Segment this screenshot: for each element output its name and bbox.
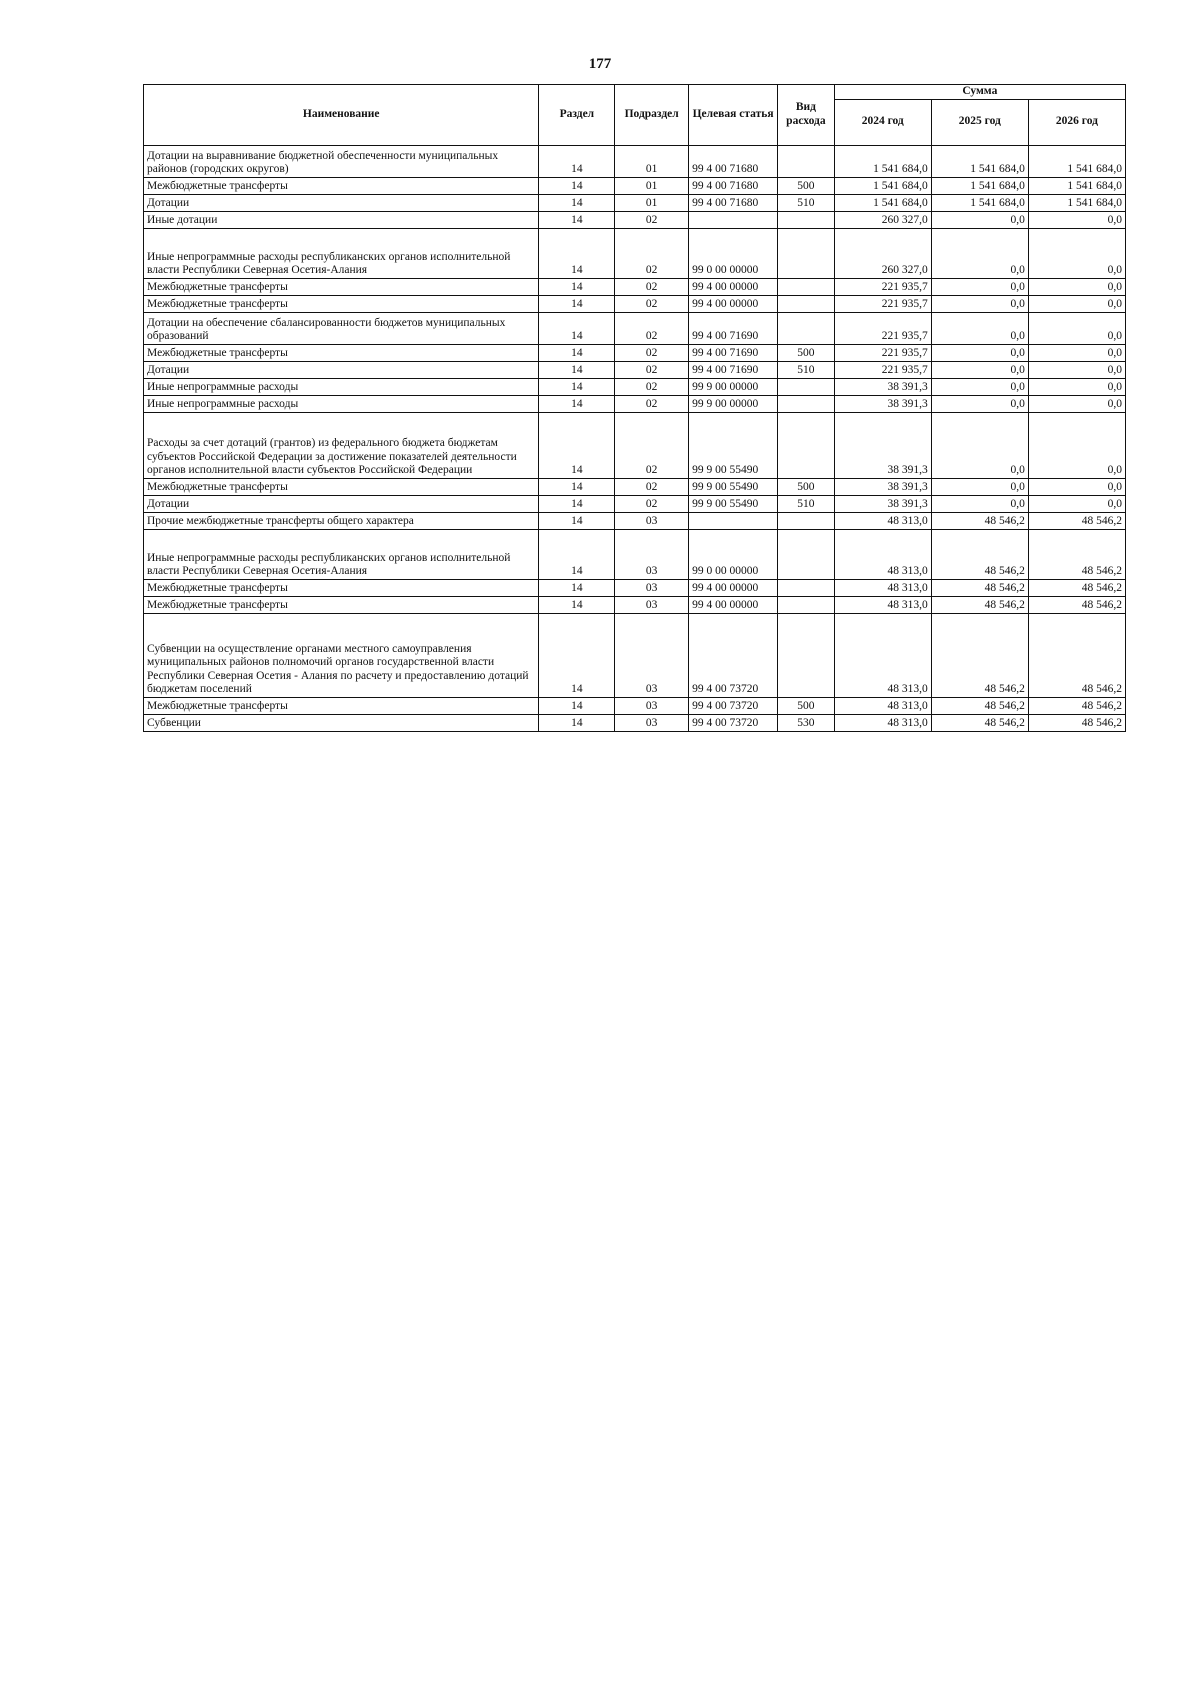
- row-section: 14: [539, 177, 615, 194]
- row-value-2025: 0,0: [931, 278, 1028, 295]
- row-expense-type: [778, 278, 835, 295]
- row-value-2024: 221 935,7: [834, 278, 931, 295]
- row-subsection: 02: [615, 412, 689, 478]
- row-target-article: 99 9 00 55490: [689, 495, 778, 512]
- row-value-2026: 0,0: [1028, 395, 1125, 412]
- row-subsection: 03: [615, 596, 689, 613]
- row-value-2025: 0,0: [931, 344, 1028, 361]
- row-value-2026: 0,0: [1028, 228, 1125, 278]
- table-row: [144, 194, 1126, 211]
- row-section: 14: [539, 312, 615, 344]
- header-target-article: Целевая статья: [689, 85, 778, 146]
- table-row: [144, 596, 1126, 613]
- row-subsection: 02: [615, 312, 689, 344]
- row-section: 14: [539, 512, 615, 529]
- table-row: [144, 361, 1126, 378]
- row-value-2024: 48 313,0: [834, 579, 931, 596]
- row-expense-type: 510: [778, 495, 835, 512]
- row-subsection: 02: [615, 295, 689, 312]
- table-header: [144, 85, 1126, 146]
- row-value-2025: 0,0: [931, 395, 1028, 412]
- row-expense-type: [778, 145, 835, 177]
- row-section: 14: [539, 613, 615, 697]
- row-name: Дотации: [144, 194, 539, 211]
- row-value-2024: 48 313,0: [834, 596, 931, 613]
- row-subsection: 02: [615, 361, 689, 378]
- row-target-article: 99 4 00 71690: [689, 361, 778, 378]
- row-value-2026: 0,0: [1028, 412, 1125, 478]
- row-value-2026: 1 541 684,0: [1028, 194, 1125, 211]
- row-value-2026: 0,0: [1028, 211, 1125, 228]
- row-subsection: 01: [615, 177, 689, 194]
- table-row: [144, 412, 1126, 478]
- row-target-article: 99 4 00 00000: [689, 278, 778, 295]
- header-section: Раздел: [539, 85, 615, 146]
- row-name: Иные непрограммные расходы: [144, 378, 539, 395]
- row-value-2024: 221 935,7: [834, 344, 931, 361]
- row-name: Дотации на выравнивание бюджетной обеспеченности муниципальных районов (городских округов): [144, 145, 539, 177]
- row-value-2025: 0,0: [931, 361, 1028, 378]
- header-year-2025: 2025 год: [931, 99, 1028, 145]
- row-value-2024: 38 391,3: [834, 395, 931, 412]
- row-section: 14: [539, 579, 615, 596]
- row-subsection: 02: [615, 228, 689, 278]
- table-row: [144, 211, 1126, 228]
- row-name: Межбюджетные трансферты: [144, 278, 539, 295]
- row-name: Дотации: [144, 361, 539, 378]
- row-target-article: 99 0 00 00000: [689, 529, 778, 579]
- row-value-2026: 0,0: [1028, 495, 1125, 512]
- row-target-article: 99 9 00 00000: [689, 395, 778, 412]
- row-expense-type: [778, 211, 835, 228]
- row-target-article: 99 4 00 71690: [689, 344, 778, 361]
- row-value-2025: 48 546,2: [931, 529, 1028, 579]
- table-row: [144, 145, 1126, 177]
- row-value-2025: 48 546,2: [931, 579, 1028, 596]
- row-value-2026: 0,0: [1028, 295, 1125, 312]
- row-target-article: 99 9 00 00000: [689, 378, 778, 395]
- table-row: [144, 312, 1126, 344]
- row-target-article: 99 4 00 71680: [689, 145, 778, 177]
- header-subsection: Подраздел: [615, 85, 689, 146]
- row-subsection: 02: [615, 278, 689, 295]
- row-value-2025: 48 546,2: [931, 714, 1028, 731]
- row-value-2024: 38 391,3: [834, 495, 931, 512]
- row-name: Межбюджетные трансферты: [144, 697, 539, 714]
- budget-table: [143, 84, 1126, 732]
- row-subsection: 03: [615, 579, 689, 596]
- row-expense-type: 510: [778, 194, 835, 211]
- row-target-article: 99 9 00 55490: [689, 412, 778, 478]
- table-row: [144, 529, 1126, 579]
- row-value-2025: 0,0: [931, 228, 1028, 278]
- row-value-2025: 0,0: [931, 211, 1028, 228]
- row-section: 14: [539, 278, 615, 295]
- row-section: 14: [539, 596, 615, 613]
- row-name: Межбюджетные трансферты: [144, 478, 539, 495]
- header-year-2026: 2026 год: [1028, 99, 1125, 145]
- row-name: Субвенции на осуществление органами местного самоуправления муниципальных районов полномочий органов государственной власти Республики Северная Осетия - Алания по расчету и предоставлению дотаций бюджетам поселений: [144, 613, 539, 697]
- row-expense-type: 510: [778, 361, 835, 378]
- row-value-2026: 48 546,2: [1028, 697, 1125, 714]
- row-section: 14: [539, 295, 615, 312]
- row-name: Прочие межбюджетные трансферты общего характера: [144, 512, 539, 529]
- row-value-2025: 0,0: [931, 495, 1028, 512]
- row-value-2025: 48 546,2: [931, 613, 1028, 697]
- row-section: 14: [539, 412, 615, 478]
- row-value-2024: 260 327,0: [834, 228, 931, 278]
- row-section: 14: [539, 495, 615, 512]
- row-expense-type: [778, 529, 835, 579]
- row-subsection: 03: [615, 512, 689, 529]
- row-subsection: 03: [615, 714, 689, 731]
- row-target-article: 99 4 00 00000: [689, 295, 778, 312]
- row-expense-type: 530: [778, 714, 835, 731]
- row-target-article: [689, 512, 778, 529]
- row-value-2024: 221 935,7: [834, 361, 931, 378]
- row-value-2024: 48 313,0: [834, 529, 931, 579]
- row-value-2024: 38 391,3: [834, 478, 931, 495]
- row-subsection: 02: [615, 495, 689, 512]
- row-value-2026: 0,0: [1028, 361, 1125, 378]
- row-target-article: 99 0 00 00000: [689, 228, 778, 278]
- row-section: 14: [539, 378, 615, 395]
- row-value-2026: 1 541 684,0: [1028, 145, 1125, 177]
- row-name: Расходы за счет дотаций (грантов) из федерального бюджета бюджетам субъектов Российской Федерации за достижение показателей деятельности органов исполнительной власти субъектов Российской Федерации: [144, 412, 539, 478]
- row-name: Субвенции: [144, 714, 539, 731]
- row-subsection: 02: [615, 478, 689, 495]
- row-section: 14: [539, 478, 615, 495]
- row-target-article: 99 4 00 73720: [689, 714, 778, 731]
- row-expense-type: 500: [778, 697, 835, 714]
- row-name: Межбюджетные трансферты: [144, 596, 539, 613]
- row-subsection: 02: [615, 344, 689, 361]
- row-subsection: 02: [615, 378, 689, 395]
- row-value-2024: 221 935,7: [834, 312, 931, 344]
- row-subsection: 03: [615, 697, 689, 714]
- row-expense-type: [778, 295, 835, 312]
- row-section: 14: [539, 361, 615, 378]
- row-subsection: 01: [615, 194, 689, 211]
- row-value-2024: 48 313,0: [834, 613, 931, 697]
- row-section: 14: [539, 395, 615, 412]
- row-subsection: 01: [615, 145, 689, 177]
- row-name: Иные непрограммные расходы республиканских органов исполнительной власти Республики Северная Осетия-Алания: [144, 529, 539, 579]
- row-value-2025: 0,0: [931, 378, 1028, 395]
- header-sum: Сумма: [834, 85, 1125, 100]
- row-section: 14: [539, 145, 615, 177]
- table-row: [144, 714, 1126, 731]
- table-row: [144, 697, 1126, 714]
- row-expense-type: [778, 512, 835, 529]
- row-name: Межбюджетные трансферты: [144, 177, 539, 194]
- row-value-2026: 48 546,2: [1028, 613, 1125, 697]
- row-section: 14: [539, 697, 615, 714]
- row-value-2026: 48 546,2: [1028, 529, 1125, 579]
- row-value-2025: 1 541 684,0: [931, 145, 1028, 177]
- row-value-2024: 48 313,0: [834, 512, 931, 529]
- row-value-2024: 221 935,7: [834, 295, 931, 312]
- table-body: [144, 145, 1126, 731]
- row-target-article: 99 4 00 71680: [689, 177, 778, 194]
- row-target-article: 99 9 00 55490: [689, 478, 778, 495]
- row-subsection: 02: [615, 395, 689, 412]
- row-value-2026: 0,0: [1028, 278, 1125, 295]
- row-expense-type: [778, 412, 835, 478]
- row-expense-type: [778, 228, 835, 278]
- row-value-2025: 0,0: [931, 478, 1028, 495]
- row-target-article: 99 4 00 71690: [689, 312, 778, 344]
- row-value-2025: 48 546,2: [931, 596, 1028, 613]
- header-expense-type: Вид расхода: [778, 85, 835, 146]
- table-row: [144, 228, 1126, 278]
- row-value-2024: 1 541 684,0: [834, 145, 931, 177]
- row-value-2026: 0,0: [1028, 312, 1125, 344]
- row-expense-type: 500: [778, 478, 835, 495]
- row-section: 14: [539, 194, 615, 211]
- table-row: [144, 478, 1126, 495]
- row-target-article: 99 4 00 00000: [689, 579, 778, 596]
- row-value-2024: 1 541 684,0: [834, 194, 931, 211]
- row-name: Иные непрограммные расходы: [144, 395, 539, 412]
- table-row: [144, 613, 1126, 697]
- row-value-2026: 48 546,2: [1028, 596, 1125, 613]
- header-name: Наименование: [144, 85, 539, 146]
- row-value-2025: 48 546,2: [931, 697, 1028, 714]
- row-expense-type: [778, 579, 835, 596]
- row-value-2024: 260 327,0: [834, 211, 931, 228]
- row-section: 14: [539, 529, 615, 579]
- table-row: [144, 177, 1126, 194]
- row-expense-type: [778, 613, 835, 697]
- row-section: 14: [539, 228, 615, 278]
- row-name: Межбюджетные трансферты: [144, 579, 539, 596]
- row-name: Дотации на обеспечение сбалансированности бюджетов муниципальных образований: [144, 312, 539, 344]
- row-target-article: 99 4 00 73720: [689, 613, 778, 697]
- table-row: [144, 512, 1126, 529]
- row-expense-type: [778, 378, 835, 395]
- row-value-2026: 48 546,2: [1028, 714, 1125, 731]
- row-value-2025: 48 546,2: [931, 512, 1028, 529]
- row-expense-type: 500: [778, 177, 835, 194]
- row-name: Дотации: [144, 495, 539, 512]
- row-value-2025: 1 541 684,0: [931, 194, 1028, 211]
- row-value-2026: 0,0: [1028, 378, 1125, 395]
- row-expense-type: 500: [778, 344, 835, 361]
- table-row: [144, 295, 1126, 312]
- row-name: Межбюджетные трансферты: [144, 344, 539, 361]
- row-value-2024: 38 391,3: [834, 378, 931, 395]
- row-value-2026: 0,0: [1028, 344, 1125, 361]
- row-value-2024: 48 313,0: [834, 714, 931, 731]
- row-expense-type: [778, 596, 835, 613]
- row-target-article: 99 4 00 00000: [689, 596, 778, 613]
- table-row: [144, 395, 1126, 412]
- row-name: Иные дотации: [144, 211, 539, 228]
- row-value-2025: 0,0: [931, 295, 1028, 312]
- table-row: [144, 344, 1126, 361]
- row-subsection: 03: [615, 529, 689, 579]
- row-name: Иные непрограммные расходы республиканских органов исполнительной власти Республики Северная Осетия-Алания: [144, 228, 539, 278]
- row-value-2026: 48 546,2: [1028, 579, 1125, 596]
- row-value-2025: 0,0: [931, 412, 1028, 478]
- table-row: [144, 495, 1126, 512]
- row-target-article: 99 4 00 71680: [689, 194, 778, 211]
- row-value-2026: 48 546,2: [1028, 512, 1125, 529]
- row-value-2024: 48 313,0: [834, 697, 931, 714]
- row-expense-type: [778, 312, 835, 344]
- row-section: 14: [539, 344, 615, 361]
- row-value-2026: 0,0: [1028, 478, 1125, 495]
- table-row: [144, 278, 1126, 295]
- row-section: 14: [539, 211, 615, 228]
- row-name: Межбюджетные трансферты: [144, 295, 539, 312]
- row-subsection: 02: [615, 211, 689, 228]
- row-value-2025: 0,0: [931, 312, 1028, 344]
- row-target-article: 99 4 00 73720: [689, 697, 778, 714]
- page-number: 177: [588, 56, 612, 72]
- row-section: 14: [539, 714, 615, 731]
- row-subsection: 03: [615, 613, 689, 697]
- row-expense-type: [778, 395, 835, 412]
- row-value-2026: 1 541 684,0: [1028, 177, 1125, 194]
- header-year-2024: 2024 год: [834, 99, 931, 145]
- row-value-2025: 1 541 684,0: [931, 177, 1028, 194]
- row-value-2024: 1 541 684,0: [834, 177, 931, 194]
- table-row: [144, 579, 1126, 596]
- table-row: [144, 378, 1126, 395]
- row-target-article: [689, 211, 778, 228]
- row-value-2024: 38 391,3: [834, 412, 931, 478]
